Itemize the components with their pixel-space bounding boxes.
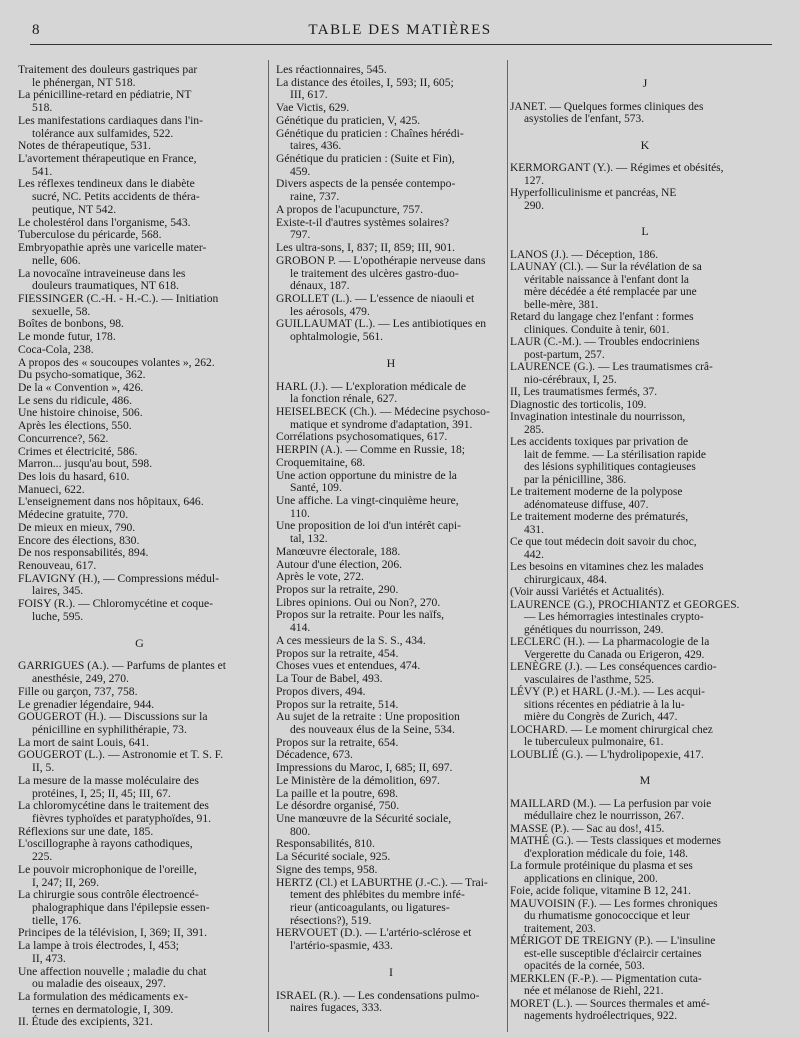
- index-entry: La novocaïne intraveineuse dans les douleurs traumatiques, NT 618.: [18, 266, 186, 293]
- index-entry: La Sécurité sociale, 925.: [276, 850, 391, 864]
- index-entry: La chloromycétine dans le traitement des fièvres typhoïdes et paratyphoïdes, 91.: [18, 799, 212, 825]
- index-entry: GOUGEROT (H.). — Discussions sur la pénicilline en syphilithérapie, 73.: [18, 710, 208, 736]
- index-entry: De la « Convention », 426.: [18, 380, 144, 394]
- index-entry: Traitement des douleurs gastriques par le phénergan, NT 518.: [18, 63, 198, 89]
- index-entry: LÉVY (P.) et HARL (J.-M.). — Les acqui- sitions récentes en pédiatrie à la lu- mière du Congrès de Zurich, 447.: [510, 686, 705, 723]
- index-entry: Fille ou garçon, 737, 758.: [18, 684, 138, 698]
- index-entry: Propos sur la retraite, 454.: [276, 646, 399, 660]
- index-entry: JANET. — Quelques formes cliniques des asystolies de l'enfant, 573.: [510, 100, 704, 125]
- index-entry: FLAVIGNY (H.), — Compressions médul- laires, 345.: [18, 571, 219, 598]
- index-entry: Divers aspects de la pensée contempo- raine, 737.: [276, 177, 456, 204]
- index-entry: Une affiche. La vingt-cinquième heure, 110.: [276, 494, 459, 520]
- header-rule: [30, 44, 772, 45]
- index-entry: L'oscillographe à rayons cathodiques, 225.: [18, 837, 193, 864]
- column-divider-2: [507, 60, 508, 1032]
- index-entry: Du psycho-somatique, 362.: [18, 368, 146, 382]
- index-entry: Responsabilités, 810.: [276, 837, 375, 851]
- index-entry: LOCHARD. — Le moment chirurgical chez le tuberculeux pulmonaire, 61.: [510, 723, 713, 748]
- index-entry: LAUR (C.-M.). — Troubles endocriniens post-partum, 257.: [510, 336, 700, 361]
- index-entry: Génétique du praticien, V, 425.: [276, 113, 421, 127]
- index-entry: LECLERC (H.). — La pharmacologie de la Vergerette du Canada ou Erigeron, 429.: [510, 636, 710, 661]
- index-entry: Les ultra-sons, I, 837; II, 859; III, 901.: [276, 241, 456, 255]
- index-entry: Les besoins en vitamines chez les malades chirurgicaux, 484.: [510, 561, 704, 586]
- index-entry: Vae Victis, 629.: [276, 101, 350, 115]
- index-entry: Le Ministère de la démolition, 697.: [276, 773, 440, 787]
- index-entry: De nos responsabilités, 894.: [18, 546, 149, 560]
- index-entry: Une histoire chinoise, 506.: [18, 406, 143, 420]
- index-entry: Boîtes de bonbons, 98.: [18, 317, 124, 331]
- index-entry: GARRIGUES (A.). — Parfums de plantes et anesthésie, 249, 270.: [18, 659, 227, 686]
- index-entry: Après le vote, 272.: [276, 570, 364, 584]
- index-entry: Notes de thérapeutique, 531.: [18, 139, 151, 153]
- index-entry: Une affection nouvelle ; maladie du chat ou maladie des oiseaux, 297.: [18, 964, 207, 991]
- index-entry: Autour d'une élection, 206.: [276, 557, 403, 571]
- index-entry: Le traitement moderne de la polypose adénomateuse diffuse, 407.: [510, 486, 683, 511]
- index-entry: Propos sur la retraite. Pour les naïfs, 414.: [276, 608, 445, 635]
- index-entry: MATHÉ (G.). — Tests classiques et modernes d'exploration médicale du foie, 148.: [510, 835, 721, 860]
- index-entry: Au sujet de la retraite : Une proposition des nouveaux élus de la Seine, 534.: [276, 710, 460, 736]
- index-entry: Manœuvre électorale, 188.: [276, 544, 401, 558]
- index-entry: L'avortement thérapeutique en France, 541.: [18, 152, 197, 178]
- page-title: TABLE DES MATIÈRES: [308, 22, 492, 38]
- index-entry: Corrélations psychosomatiques, 617.: [276, 430, 448, 444]
- index-entry: De mieux en mieux, 790.: [18, 520, 136, 534]
- index-entry: LANOS (J.). — Déception, 186.: [510, 248, 659, 261]
- index-entry: Coca-Cola, 238.: [18, 342, 94, 356]
- index-entry: Réflexions sur une date, 185.: [18, 824, 154, 838]
- index-entry: A ces messieurs de la S. S., 434.: [276, 633, 426, 647]
- section-letter: H: [386, 355, 396, 370]
- index-entry: Existe-t-il d'autres systèmes solaires? 797.: [276, 215, 450, 242]
- section-letter: I: [389, 964, 393, 979]
- index-entry: MASSE (P.). — Sac au dos!, 415.: [510, 822, 665, 835]
- index-entry: GROLLET (L.). — L'essence de niaouli et les aérosols, 479.: [276, 291, 475, 318]
- section-letter: K: [640, 137, 650, 152]
- index-entry: MAILLARD (M.). — La perfusion par voie médullaire chez le nourrisson, 267.: [510, 797, 712, 822]
- index-entry: Propos divers, 494.: [276, 684, 366, 698]
- index-entry: Les réflexes tendineux dans le diabète sucré, NC. Petits accidents de théra- peutique, NT 542.: [18, 177, 200, 216]
- index-entry: HEISELBECK (Ch.). — Médecine psychoso- matique et syndrome d'adaptation, 391.: [276, 404, 490, 431]
- index-entry: La lampe à trois électrodes, I, 453; II, 473.: [18, 939, 179, 965]
- index-entry: ISRAEL (R.). — Les condensations pulmo- naires fugaces, 333.: [276, 988, 480, 1015]
- index-entry: A propos des « soucoupes volantes », 262.: [18, 355, 215, 369]
- index-entry: Le traitement moderne des prématurés, 431.: [510, 511, 689, 536]
- index-entry: MERKLEN (F.-P.). — Pigmentation cuta- née et mélanose de Riehl, 221.: [510, 972, 702, 997]
- index-entry: La formulation des médicaments ex- ternes en dermatologie, I, 309.: [18, 990, 188, 1016]
- index-entry: Le grenadier légendaire, 944.: [18, 697, 155, 711]
- index-entry: La paille et la poutre, 698.: [276, 786, 399, 800]
- index-entry: HERVOUET (D.). — L'artério-sclérose et l'artério-spasmie, 433.: [276, 926, 472, 953]
- index-entry: Impressions du Maroc, I, 685; II, 697.: [276, 761, 453, 775]
- index-entry: Ce que tout médecin doit savoir du choc, 442.: [510, 536, 697, 561]
- index-entry: Libres opinions. Oui ou Non?, 270.: [276, 595, 441, 609]
- index-entry: Décadence, 673.: [276, 748, 353, 762]
- column-divider-1: [268, 60, 269, 1032]
- section-letter: M: [639, 773, 651, 787]
- index-entry: II. Étude des excipients, 321.: [18, 1015, 153, 1029]
- index-entry: Propos sur la retraite, 290.: [276, 583, 399, 597]
- index-entry: II, Les traumatismes fermés, 37.: [510, 386, 658, 398]
- index-entry: HERPIN (A.). — Comme en Russie, 18;: [276, 443, 466, 457]
- index-entry: La mesure de la masse moléculaire des protéines, I, 25; II, 45; III, 67.: [18, 773, 199, 800]
- index-entry: La mort de saint Louis, 641.: [18, 735, 150, 749]
- section-letter: G: [135, 635, 144, 650]
- index-entry: Une action opportune du ministre de la Santé, 109.: [276, 468, 457, 495]
- index-entry: Une manœuvre de la Sécurité sociale, 800.: [276, 811, 452, 838]
- index-entry: HERTZ (Cl.) et LABURTHE (J.-C.). — Trai- tement des phlébites du membre infé- rieur (anticoagulants, ou ligatures- résections?), 519.: [276, 875, 488, 927]
- index-entry: Génétique du praticien : (Suite et Fin), 459.: [276, 152, 455, 178]
- index-entry: Crimes et électricité, 586.: [18, 444, 138, 458]
- index-entry: LOUBLIÉ (G.). — L'hydrolipopexie, 417.: [510, 748, 704, 761]
- index-entry: L'enseignement dans nos hôpitaux, 646.: [18, 495, 204, 509]
- index-entry: La chirurgie sous contrôle électroencé- phalographique dans l'épilepsie essen- tielle, 176.: [18, 888, 210, 927]
- index-entry: MÉRIGOT DE TREIGNY (P.). — L'insuline est-elle susceptible d'éclaircir certaines opacités de la cornée, 503.: [510, 935, 716, 972]
- page-number: 8: [32, 22, 40, 38]
- index-entry: Après les élections, 550.: [18, 419, 132, 433]
- index-entry: La Tour de Babel, 493.: [276, 672, 383, 686]
- index-entry: Diagnostic des torticolis, 109.: [510, 398, 647, 411]
- index-entry: LAURENCE (G.), PROCHIANTZ et GEORGES. — Les hémorragies intestinales crypto- génétiques du nourrisson, 249.: [510, 598, 740, 636]
- index-entry: FIESSINGER (C.-H. - H.-C.). — Initiation sexuelle, 58.: [18, 291, 219, 318]
- index-entry: Encore des élections, 830.: [18, 533, 140, 547]
- index-entry: Signe des temps, 958.: [276, 862, 378, 876]
- index-entry: Le pouvoir microphonique de l'oreille, I, 247; II, 269.: [18, 862, 197, 889]
- index-entry: Foie, acide folique, vitamine B 12, 241.: [510, 885, 691, 897]
- index-entry: Concurrence?, 562.: [18, 431, 109, 445]
- index-entry: LENÈGRE (J.). — Les conséquences cardio- vasculaires de l'asthme, 525.: [510, 661, 717, 686]
- index-entry: HARL (J.). — L'exploration médicale de la fonction rénale, 627.: [276, 379, 467, 406]
- section-letter: J: [642, 76, 648, 90]
- index-entry: MORET (L.). — Sources thermales et amé- nagements hydroélectriques, 922.: [510, 997, 710, 1022]
- index-entry: GROBON P. — L'opothérapie nerveuse dans le traitement des ulcères gastro-duo- dénaux, 187.: [276, 253, 486, 293]
- index-entry: Médecine gratuite, 770.: [18, 508, 129, 522]
- index-entry: Renouveau, 617.: [18, 559, 97, 573]
- index-entry: Des lois du hasard, 610.: [18, 470, 130, 483]
- index-entry: MAUVOISIN (F.). — Les formes chroniques du rhumatisme gonococcique et leur traitement, 203.: [510, 897, 718, 935]
- index-entry: Propos sur la retraite, 654.: [276, 735, 399, 749]
- index-entry: La distance des étoiles, I, 593; II, 605; III, 617.: [276, 75, 454, 102]
- index-entry: Les manifestations cardiaques dans l'in- tolérance aux sulfamides, 522.: [18, 113, 203, 140]
- index-entry: Le cholestérol dans l'organisme, 543.: [18, 215, 191, 229]
- index-entry: La formule protéinique du plasma et ses applications en clinique, 200.: [510, 860, 693, 885]
- index-entry: Tuberculose du péricarde, 568.: [18, 228, 162, 242]
- index-entry: Invagination intestinale du nourrisson, 285.: [510, 411, 686, 436]
- index-entry: Le monde futur, 178.: [18, 330, 116, 344]
- index-entry: KERMORGANT (Y.). — Régimes et obésités, 127.: [510, 162, 724, 187]
- index-entry: Embryopathie après une varicelle mater- nelle, 606.: [18, 241, 207, 267]
- index-entry: La pénicilline-retard en pédiatrie, NT 518.: [18, 88, 192, 115]
- index-entry: Le sens du ridicule, 486.: [18, 393, 132, 407]
- index-column-3: [510, 64, 780, 1023]
- index-entry: LAURENCE (G.). — Les traumatismes crâ- nio-cérébraux, I, 25.: [510, 361, 713, 386]
- index-entry: Les réactionnaires, 545.: [276, 63, 387, 76]
- index-entry: Choses vues et entendues, 474.: [276, 659, 421, 673]
- index-entry: Propos sur la retraite, 514.: [276, 697, 399, 711]
- index-entry: GOUGEROT (L.). — Astronomie et T. S. F. II, 5.: [18, 748, 224, 775]
- index-column-2: [276, 64, 506, 1015]
- index-entry: (Voir aussi Variétés et Actualités).: [510, 586, 665, 598]
- index-entry: Manueci, 622.: [18, 482, 85, 496]
- index-entry: GUILLAUMAT (L.). — Les antibiotiques en ophtalmologie, 561.: [276, 317, 487, 344]
- index-entry: A propos de l'acupuncture, 757.: [276, 202, 423, 216]
- index-entry: LAUNAY (Cl.). — Sur la révélation de sa véritable naissance à l'enfant dont la mère décédée a été remplacée par une belle-mère, 381.: [510, 261, 702, 311]
- index-entry: Une proposition de loi d'un intérêt capi- tal, 132.: [276, 519, 461, 546]
- index-entry: Les accidents toxiques par privation de lait de femme. — La stérilisation rapide des lésions syphilitiques contagieuses par la pénicilline, 386.: [510, 436, 706, 486]
- index-entry: Principes de la télévision, I, 369; II, 391.: [18, 926, 208, 940]
- page-header: [0, 16, 800, 42]
- index-entry: FOISY (R.). — Chloromycétine et coque- luche, 595.: [18, 597, 214, 623]
- index-entry: Le désordre organisé, 750.: [276, 799, 400, 813]
- index-entry: Marron... jusqu'au bout, 598.: [18, 457, 153, 471]
- index-entry: Hyperfolliculinisme et pancréas, NE 290.: [510, 187, 677, 212]
- section-letter: L: [641, 224, 649, 238]
- index-entry: Croquemitaine, 68.: [276, 455, 366, 469]
- index-entry: Génétique du praticien : Chaînes hérédi- taires, 436.: [276, 126, 464, 153]
- index-column-1: [18, 64, 261, 1029]
- index-entry: Retard du langage chez l'enfant : formes cliniques. Conduite à tenir, 601.: [510, 311, 694, 336]
